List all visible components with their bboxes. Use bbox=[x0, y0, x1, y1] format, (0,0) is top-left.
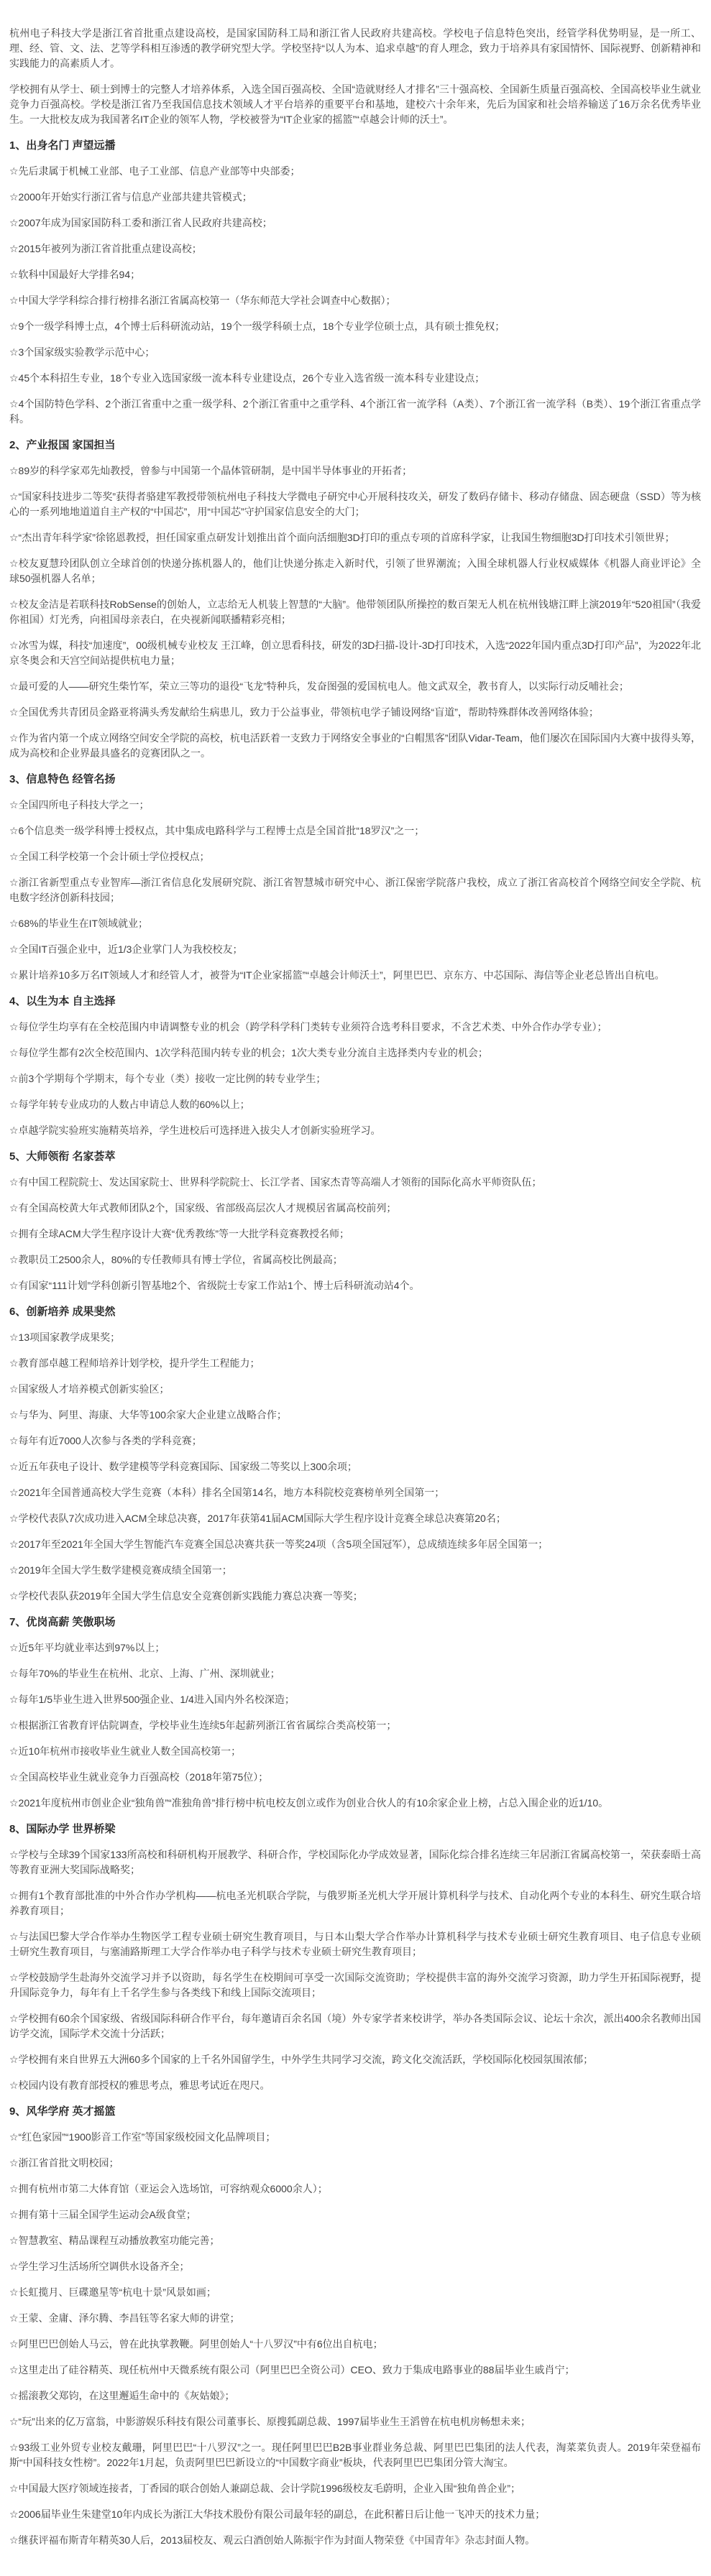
bullet-item: ☆每年70%的毕业生在杭州、北京、上海、广州、深圳就业； bbox=[9, 1668, 280, 1679]
bullet-item: ☆摇滚教父郑钧，在这里邂逅生命中的《灰姑娘》； bbox=[9, 2390, 235, 2401]
bullet-item: ☆3个国家级实验教学示范中心； bbox=[9, 346, 155, 358]
bullet-item: ☆13项国家教学成果奖； bbox=[9, 1331, 121, 1343]
section-title: 1、出身名门 声望远播 bbox=[9, 139, 116, 152]
bullet-item: ☆最可爱的人——研究生柴竹军，荣立三等功的退役“飞龙”特种兵，发奋图强的爱国杭电人。他文武双全，教书育人，以实际行动反哺社会； bbox=[9, 680, 629, 692]
bullet-item: ☆有中国工程院院士、发达国家院士、世界科学院院士、长江学者、国家杰青等高端人才领衔的国际化高水平师资队伍； bbox=[9, 1176, 542, 1188]
bullet-item: ☆校友夏慧玲团队创立全球首创的快递分拣机器人的，他们让快递分拣走入新时代，引领了世界潮流；入围全球机器人行业权威媒体《机器人商业评论》全球50强机器人名单； bbox=[9, 558, 701, 584]
bullet-item: ☆“玩”出来的亿万富翁，中影游娱乐科技有限公司董事长、原搜狐副总裁、1997届毕业生王滔曾在杭电机房畅想未来； bbox=[9, 2416, 531, 2427]
bullet-item: ☆与华为、阿里、海康、大华等100余家大企业建立战略合作； bbox=[9, 1409, 287, 1421]
bullet-item: ☆拥有第十三届全国学生运动会A级食堂； bbox=[9, 2209, 196, 2220]
bullet-item: ☆2000年开始实行浙江省与信息产业部共建共管模式； bbox=[9, 191, 252, 203]
section-title: 2、产业报国 家国担当 bbox=[9, 439, 116, 451]
bullet-item: ☆作为省内第一个成立网络空间安全学院的高校，杭电活跃着一支致力于网络安全事业的“白帽黑客”团队Vidar-Team，他们屡次在国际国内大赛中拔得头筹，成为高校和企业界最具盛名的竞赛团队之一。 bbox=[9, 732, 701, 759]
bullet-item: ☆2021年全国普通高校大学生竞赛（本科）排名全国第14名，地方本科院校竞赛榜单列全国第一； bbox=[9, 1487, 445, 1498]
bullet-item: ☆2015年被列为浙江省首批重点建设高校； bbox=[9, 243, 202, 254]
bullet-item: ☆4个国防特色学科、2个浙江省重中之重一级学科、2个浙江省重中之重学科、4个浙江省一流学科（A类）、7个浙江省一流学科（B类）、19个浙江省重点学科。 bbox=[9, 398, 701, 425]
bullet-item: ☆拥有1个教育部批准的中外合作办学机构——杭电圣光机联合学院，与俄罗斯圣光机大学开展计算机科学与技术、自动化两个专业的本科生、研究生联合培养教育项目； bbox=[9, 1890, 701, 1916]
bullet-item: ☆每年有近7000人次参与各类的学科竞赛； bbox=[9, 1435, 202, 1446]
bullet-item: ☆中国最大医疗领域连接者，丁香园的联合创始人兼副总裁、会计学院1996级校友毛蔚明，企业入围“独角兽企业”； bbox=[9, 2483, 521, 2494]
bullet-item: ☆每学年转专业成功的人数占申请总人数的60%以上； bbox=[9, 1099, 250, 1110]
bullet-item: ☆冰雪为媒，科技“加速度”，00级机械专业校友 王江峰，创立思看科技，研发的3D扫描-设计-3D打印技术，入选“2022年国内重点3D打印产品”，为2022年北京冬奥会和天宫空间站提供杭电力量； bbox=[9, 640, 701, 666]
bullet-item: ☆长虹揽月、巨碟邀星等“杭电十景”风景如画； bbox=[9, 2286, 216, 2298]
bullet-item: ☆拥有全球ACM大学生程序设计大赛“优秀教练”等一大批学科竞赛教授名师； bbox=[9, 1228, 349, 1239]
bullet-item: ☆浙江省新型重点专业智库—浙江省信息化发展研究院、浙江省智慧城市研究中心、浙江保密学院落户我校，成立了浙江省高校首个网络空间安全学院、杭电数字经济创新科技园； bbox=[9, 877, 701, 903]
bullet-item: ☆每位学生均享有在全校范围内申请调整专业的机会（跨学科学科门类转专业须符合选考科目要求，不含艺术类、中外合作办学专业）； bbox=[9, 1021, 607, 1033]
bullet-item: ☆软科中国最好大学排名94； bbox=[9, 269, 141, 280]
bullet-item: ☆前3个学期每个学期末，每个专业（类）接收一定比例的转专业学生； bbox=[9, 1073, 326, 1084]
bullet-item: ☆每位学生都有2次全校范围内、1次学科范围内转专业的机会；1次大类专业分流自主选择类内专业的机会； bbox=[9, 1047, 488, 1058]
bullet-item: ☆校友金洁是若联科技RobSense的创始人，立志给无人机装上智慧的“大脑”。他带领团队所操控的数百架无人机在杭州钱塘江畔上演2019年“520祖国”（我爱你祖国）灯光秀，向祖国母亲表白，在央视新闻联播精彩亮相； bbox=[9, 599, 701, 625]
bullet-item: ☆根据浙江省教育评估院调查，学校毕业生连续5年起薪列浙江省省属综合类高校第一； bbox=[9, 1719, 397, 1731]
bullet-item: ☆89岁的科学家邓先灿教授，曾参与中国第一个晶体管研制，是中国半导体事业的开拓者； bbox=[9, 465, 413, 476]
section-title: 6、创新培养 成果斐然 bbox=[9, 1306, 116, 1318]
bullet-item: ☆学校拥有来自世界五大洲60多个国家的上千名外国留学生，中外学生共同学习交流，跨文化交流活跃，学校国际化校园氛围浓郁； bbox=[9, 2054, 594, 2065]
bullet-item: ☆“红色家园”“1900影音工作室”等国家级校园文化品牌项目； bbox=[9, 2131, 276, 2143]
section-title: 7、优岗高薪 笑傲职场 bbox=[9, 1616, 116, 1628]
bullet-item: ☆2007年成为国家国防科工委和浙江省人民政府共建高校； bbox=[9, 217, 272, 228]
bullet-item: ☆9个一级学科博士点，4个博士后科研流动站，19个一级学科硕士点，18个专业学位硕士点，具有硕士推免权； bbox=[9, 320, 505, 332]
bullet-item: ☆“国家科技进步二等奖”获得者骆建军教授带领杭州电子科技大学微电子研究中心开展科技攻关，研发了数码存储卡、移动存储盘、固态硬盘（SSD）等为核心的一系列地地道道自主产权的“中国芯”，用“中国芯”守护国家信息安全的大门； bbox=[9, 491, 701, 517]
bullet-item: ☆拥有杭州市第二大体育馆（亚运会入选场馆，可容纳观众6000余人）； bbox=[9, 2183, 328, 2194]
sections bbox=[9, 138, 701, 2548]
section-title: 8、国际办学 世界桥梁 bbox=[9, 1823, 116, 1835]
bullet-item: ☆智慧教室、精品课程互动播放教室功能完善； bbox=[9, 2235, 220, 2246]
bullet-item: ☆浙江省首批文明校园； bbox=[9, 2157, 119, 2169]
bullet-item: ☆45个本科招生专业，18个专业入选国家级一流本科专业建设点，26个专业入选省级一流本科专业建设点； bbox=[9, 372, 485, 384]
bullet-item: ☆全国工科学校第一个会计硕士学位授权点； bbox=[9, 851, 210, 862]
bullet-item: ☆教职员工2500余人，80%的专任教师具有博士学位，省属高校比例最高； bbox=[9, 1254, 343, 1265]
bullet-item: ☆近五年获电子设计、数学建模等学科竞赛国际、国家级二等奖以上300余项； bbox=[9, 1461, 357, 1472]
bullet-item: ☆这里走出了硅谷精英、现任杭州中天微系统有限公司（阿里巴巴全资公司）CEO、致力于集成电路事业的88届毕业生戚肖宁； bbox=[9, 2364, 575, 2376]
bullet-item: ☆有国家“111计划”学科创新引智基地2个、省级院士专家工作站1个、博士后科研流动站4个。 bbox=[9, 1280, 420, 1291]
bullet-item: ☆学校代表队获2019年全国大学生信息安全竞赛创新实践能力赛总决赛一等奖； bbox=[9, 1590, 363, 1602]
bullet-item: ☆学校代表队7次成功进入ACM全球总决赛，2017年获第41届ACM国际大学生程序设计竞赛全球总决赛第20名； bbox=[9, 1513, 506, 1524]
intro-paragraph: 杭州电子科技大学是浙江省首批重点建设高校，是国家国防科工局和浙江省人民政府共建高校。学校电子信息特色突出，经管学科优势明显，是一所工、理、经、管、文、法、艺等学科相互渗透的教学研究型大学。学校坚持“以人为本、追求卓越”的育人理念，致力于培养具有家国情怀、国际视野、创新精神和实践能力的高素质人才。 bbox=[9, 27, 701, 69]
bullet-item: ☆“杰出青年科学家”徐铭恩教授，担任国家重点研发计划推出首个面向活细胞3D打印的重点专项的首席科学家，让我国生物细胞3D打印技术引领世界； bbox=[9, 532, 675, 543]
section-title: 9、风华学府 英才摇篮 bbox=[9, 2105, 116, 2118]
bullet-item: ☆教育部卓越工程师培养计划学校，提升学生工程能力； bbox=[9, 1357, 260, 1369]
bullet-item: ☆全国四所电子科技大学之一； bbox=[9, 799, 150, 811]
bullet-item: ☆2021年度杭州市创业企业“独角兽”“准独角兽”排行榜中杭电校友创立或作为创业合伙人的有10余家企业上榜，占总入围企业的近1/10。 bbox=[9, 1797, 609, 1809]
bullet-item: ☆全国优秀共青团员金路亚将满头秀发献给生病患儿，致力于公益事业，带领杭电学子铺设网络“盲道”，帮助特殊群体改善网络体验； bbox=[9, 706, 599, 718]
bullet-item: ☆近10年杭州市接收毕业生就业人数全国高校第一； bbox=[9, 1745, 242, 1757]
bullet-item: ☆学校与全球39个国家133所高校和科研机构开展教学、科研合作，学校国际化办学成效显著，国际化综合排名连续三年居浙江省属高校第一，荣获泰晤士高等教育亚洲大奖国际战略奖； bbox=[9, 1849, 701, 1875]
bullet-item: ☆学生学习生活场所空调供水设备齐全； bbox=[9, 2261, 190, 2272]
bullet-item: ☆中国大学学科综合排行榜排名浙江省属高校第一（华东师范大学社会调查中心数据）； bbox=[9, 295, 396, 306]
bullet-item: ☆卓越学院实验班实施精英培养，学生进校后可选择进入拔尖人才创新实验班学习。 bbox=[9, 1125, 381, 1136]
intro-paragraph: 学校拥有从学士、硕士到博士的完整人才培养体系，入选全国百强高校、全国“造就财经人才排名”三十强高校、全国新生质量百强高校、全国高校毕业生就业竞争力百强高校。学校是浙江省乃至我国信息技术领域人才平台培养的重要平台和基地，建校六十余年来，先后为国家和社会培养输送了16万余名优秀毕业生。一大批校友成为我国著名IT企业的领军人物，学校被誉为“IT企业家的摇篮”“卓越会计师的沃土”。 bbox=[9, 83, 701, 125]
bullet-item: ☆全国高校毕业生就业竞争力百强高校（2018年第75位）； bbox=[9, 1771, 269, 1783]
bullet-item: ☆6个信息类一级学科博士授权点，其中集成电路科学与工程博士点是全国首批“18罗汉”之一； bbox=[9, 825, 425, 836]
bullet-item: ☆每年1/5毕业生进入世界500强企业、1/4进入国内外名校深造； bbox=[9, 1694, 295, 1705]
section-title: 4、以生为本 自主选择 bbox=[9, 995, 116, 1007]
bullet-item: ☆继获评福布斯青年精英30人后，2013届校友、观云白酒创始人陈振宇作为封面人物荣登《中国青年》杂志封面人物。 bbox=[9, 2534, 536, 2546]
bullet-item: ☆2019年全国大学生数学建模竞赛成绩全国第一； bbox=[9, 1564, 232, 1576]
bullet-item: ☆93级工业外贸专业校友戴珊，阿里巴巴“十八罗汉”之一。现任阿里巴巴B2B事业群业务总裁、阿里巴巴集团的法人代表，淘菜菜负责人。2019年荣登福布斯“中国科技女性榜”。2022年1月起，负责阿里巴巴新设立的“中国数字商业”板块，代表阿里巴巴集团分管大淘宝。 bbox=[9, 2442, 701, 2468]
bullet-item: ☆与法国巴黎大学合作举办生物医学工程专业硕士研究生教育项目，与日本山梨大学合作举办计算机科学与技术专业硕士研究生教育项目、电子信息专业硕士研究生教育项目，与塞浦路斯理工大学合作举办电子科学与技术专业硕士研究生教育项目； bbox=[9, 1931, 701, 1957]
bullet-item: ☆王蒙、金庸、泽尔腾、李昌钰等名家大师的讲堂； bbox=[9, 2312, 240, 2324]
bullet-item: ☆学校鼓励学生赴海外交流学习并予以资助，每名学生在校期间可享受一次国际交流资助；学校提供丰富的海外交流学习资源，助力学生开拓国际视野，提升国际竞争力，每年有上千名学生参与各类线下和线上国际交流项目； bbox=[9, 1972, 701, 1998]
section-title: 3、信息特色 经管名扬 bbox=[9, 773, 116, 785]
bullet-item: ☆68%的毕业生在IT领域就业； bbox=[9, 918, 149, 929]
section-title: 5、大师领衔 名家荟萃 bbox=[9, 1150, 116, 1163]
bullet-item: ☆累计培养10多万名IT领域人才和经管人才，被誉为“IT企业家摇篮”“卓越会计师沃土”，阿里巴巴、京东方、中芯国际、海信等企业老总皆出自杭电。 bbox=[9, 969, 665, 981]
bullet-item: ☆2017年至2021年全国大学生智能汽车竞赛全国总决赛共获一等奖24项（含5项全国冠军），总成绩连续多年居全国第一； bbox=[9, 1538, 549, 1550]
bullet-item: ☆国家级人才培养模式创新实验区； bbox=[9, 1383, 170, 1395]
bullet-item: ☆学校拥有60余个国家级、省级国际科研合作平台，每年邀请百余名国（境）外专家学者来校讲学，举办各类国际会议、论坛十余次，派出400余名教师出国访学交流，国际学术交流十分活跃； bbox=[9, 2013, 701, 2039]
bullet-item: ☆全国IT百强企业中，近1/3企业掌门人为我校校友； bbox=[9, 943, 243, 955]
bullet-item: ☆先后隶属于机械工业部、电子工业部、信息产业部等中央部委； bbox=[9, 165, 301, 177]
bullet-item: ☆有全国高校黄大年式教师团队2个，国家级、省部级高层次人才规模居省属高校前列； bbox=[9, 1202, 397, 1214]
bullet-item: ☆校园内设有教育部授权的雅思考点，雅思考试近在咫尺。 bbox=[9, 2079, 270, 2091]
intro bbox=[9, 26, 701, 127]
bullet-item: ☆2006届毕业生朱建堂10年内成长为浙江大华技术股份有限公司最年轻的副总，在此积蓄日后让他一飞冲天的技术力量； bbox=[9, 2508, 546, 2520]
bullet-item: ☆近5年平均就业率达到97%以上； bbox=[9, 1642, 165, 1653]
bullet-item: ☆阿里巴巴创始人马云，曾在此执掌教鞭。阿里创始人“十八罗汉”中有6位出自杭电； bbox=[9, 2338, 383, 2350]
